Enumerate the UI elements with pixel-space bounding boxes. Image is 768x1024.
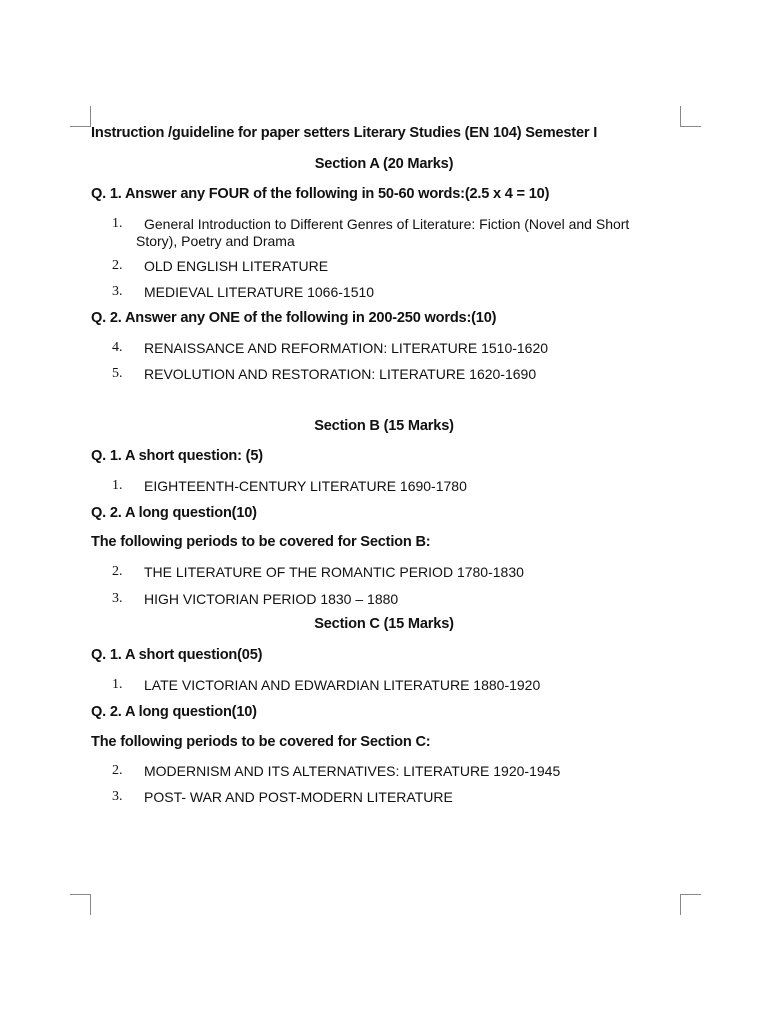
list-item-text: HIGH VICTORIAN PERIOD 1830 – 1880 xyxy=(144,591,399,607)
crop-mark-bottom-left xyxy=(70,894,91,915)
section-b-question-2: Q. 2. A long question(10) xyxy=(91,505,257,521)
list-item-text: LATE VICTORIAN AND EDWARDIAN LITERATURE 1880-1920 xyxy=(144,677,541,693)
list-item xyxy=(0,340,768,358)
section-c-question-1: Q. 1. A short question(05) xyxy=(91,647,263,663)
section-a-question-1: Q. 1. Answer any FOUR of the following in 50-60 words:(2.5 x 4 = 10) xyxy=(91,186,550,202)
list-item-text: THE LITERATURE OF THE ROMANTIC PERIOD 1780-1830 xyxy=(144,564,524,580)
crop-mark-top-left xyxy=(70,106,91,127)
list-item-text: RENAISSANCE AND REFORMATION: LITERATURE 1510-1620 xyxy=(144,340,549,356)
list-item-number: 3. xyxy=(112,284,123,299)
list-item-text: MEDIEVAL LITERATURE 1066-1510 xyxy=(144,284,375,300)
list-item xyxy=(0,677,768,695)
list-item xyxy=(0,284,768,302)
list-item-text: REVOLUTION AND RESTORATION: LITERATURE 1620-1690 xyxy=(144,366,537,382)
list-item-continuation: Story), Poetry and Drama xyxy=(136,233,295,249)
list-item xyxy=(0,216,768,234)
list-item xyxy=(0,478,768,496)
list-item-text: POST- WAR AND POST-MODERN LITERATURE xyxy=(144,789,453,805)
list-item xyxy=(0,564,768,582)
section-c-periods-note: The following periods to be covered for Section C: xyxy=(91,734,431,750)
document-title: Instruction /guideline for paper setters Literary Studies (EN 104) Semester I xyxy=(91,125,598,141)
list-item xyxy=(0,789,768,807)
list-item-number: 2. xyxy=(112,564,123,579)
section-b-periods-note: The following periods to be covered for Section B: xyxy=(91,534,431,550)
list-item xyxy=(0,763,768,781)
list-item xyxy=(0,258,768,276)
list-item-number: 2. xyxy=(112,258,123,273)
section-a-question-2: Q. 2. Answer any ONE of the following in 200-250 words:(10) xyxy=(91,310,497,326)
list-item xyxy=(0,591,768,609)
list-item-text: MODERNISM AND ITS ALTERNATIVES: LITERATURE 1920-1945 xyxy=(144,763,561,779)
list-item-text: EIGHTEENTH-CENTURY LITERATURE 1690-1780 xyxy=(144,478,467,494)
list-item-number: 1. xyxy=(112,216,123,231)
list-item xyxy=(0,366,768,384)
list-item-text: General Introduction to Different Genres of Literature: Fiction (Novel and Short xyxy=(144,216,630,232)
crop-mark-bottom-right xyxy=(680,894,701,915)
section-b-heading: Section B (15 Marks) xyxy=(314,418,454,434)
list-item-number: 3. xyxy=(112,789,123,804)
section-a-heading: Section A (20 Marks) xyxy=(314,156,454,172)
list-item-number: 3. xyxy=(112,591,123,606)
section-b-question-1: Q. 1. A short question: (5) xyxy=(91,448,263,464)
list-item-number: 4. xyxy=(112,340,123,355)
section-c-heading: Section C (15 Marks) xyxy=(314,616,454,632)
list-item-number: 2. xyxy=(112,763,123,778)
crop-mark-top-right xyxy=(680,106,701,127)
list-item-number: 5. xyxy=(112,366,123,381)
list-item-number: 1. xyxy=(112,478,123,493)
list-item-number: 1. xyxy=(112,677,123,692)
list-item-text: OLD ENGLISH LITERATURE xyxy=(144,258,329,274)
section-c-question-2: Q. 2. A long question(10) xyxy=(91,704,257,720)
